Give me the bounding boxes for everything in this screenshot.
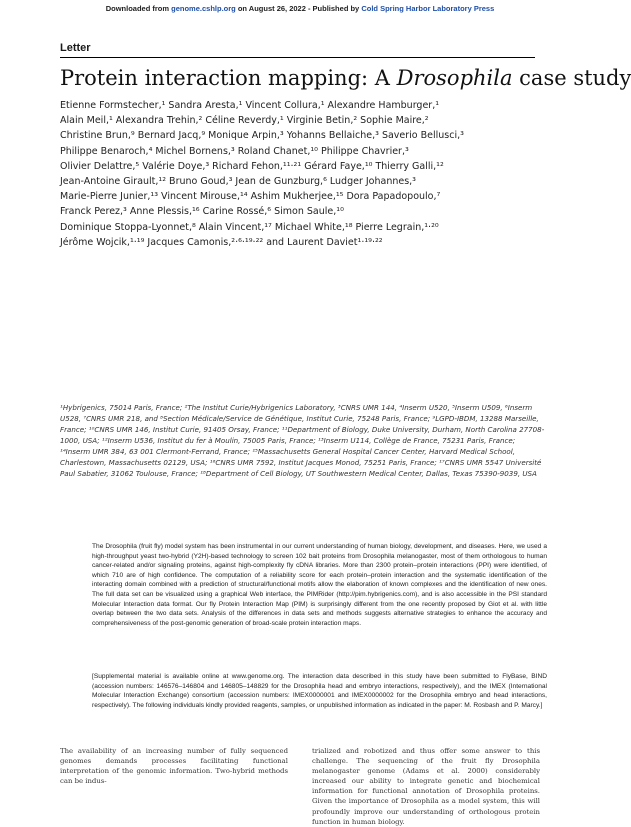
- abstract: The Drosophila (fruit fly) model system has been instrumental in our current understanding of human biology, development, and diseases. Here, we used a high-throughput yeast two-hybrid (Y2H)-based technology to screen 102 bait proteins from Drosophila melanogaster, most of them orthologous to human cancer-related and/or signaling proteins, against high-complexity fly cDNA libraries. More than 2300 protein–protein interactions (PPI) were identified, of which 710 are of high confidence. The computation of a reliability score for each protein–protein interaction and the systematic identification of the interacting domain combined with a prediction of structural/functional motifs allow the elaboration of known complexes and the identification of new ones. The full data set can be visualized using a graphical Web interface, the PIMRider (http://pim.hybrigenics.com), and is also accessible in the PSI standard Molecular Interaction data format. Our fly Protein Interaction Map (PIM) is surprisingly different from the one recently proposed by Giot et al. with little overlap between the two data sets. Analysis of the differences in data sets and methods suggests alternative strategies to enhance the accuracy and comprehensiveness of the post-genomic generation of broad-scale protein interaction maps.: [92, 543, 547, 627]
- banner-middle: on August 26, 2022 - Published by: [235, 4, 362, 13]
- section-rule: [60, 57, 535, 58]
- banner-publisher-link[interactable]: Cold Spring Harbor Laboratory Press: [361, 4, 495, 13]
- title-part2: case study: [512, 66, 631, 90]
- banner-prefix: Downloaded from: [105, 4, 172, 13]
- affiliations: ¹Hybrigenics, 75014 Paris, France; ²The Institut Curie/Hybrigenics Laboratory, ³CNRS UMR 144, ⁴Inserm U520, ⁵Inserm U509, ⁶Inserm U528, ⁷CNRS UMR 218, and ⁸Section Médicale/Service de Génétique, Institut Curie, 75248 Paris, France; ⁹LGPD-IBDM, 13288 Marseille, France; ¹⁰CNRS UMR 146, Institut Curie, 91405 Orsay, France; ¹¹Department of Biology, Duke University, Durham, North Carolina 27708-1000, USA; ¹²Inserm U536, Institut du fer à Moulin, 75005 Paris, France; ¹³Inserm U114, Collège de France, 75231 Paris, France; ¹⁴Inserm UMR 384, 63 001 Clermont-Ferrand, France; ¹⁵Massachusetts General Hospital Cancer Center, Harvard Medical School, Charlestown, Massachusetts 02129, USA; ¹⁶CNRS UMR 7592, Institut Jacques Monod, 75251 Paris, France; ¹⁷CNRS UMR 5547 Université Paul Sabatier, 31062 Toulouse, France; ¹⁸Department of Cell Biology, UT Southwestern Medical Center, Dallas, Texas 75390-9039, USA: [60, 403, 545, 478]
- title-italic: Drosophila: [396, 66, 513, 90]
- supplemental-note: [Supplemental material is available online at www.genome.org. The interaction data described in this study have been submitted to FlyBase, BIND (accession numbers: 146576–146804 and 146805–148829 for the Drosophila head and embryo interactions, respectively), and the IMEX (International Molecular Interaction Exchange) consortium (accession numbers: IMEX0000001 and IMEX0000002 for the Drosophila embryo and head interactions, respectively). The following individuals kindly provided reagents, samples, or unpublished information as indicated in the paper: M. Rosbash and P. Marcy.]: [92, 673, 547, 709]
- author-list: Etienne Formstecher,¹ Sandra Aresta,¹ Vincent Collura,¹ Alexandre Hamburger,¹ Alain Meil,¹ Alexandra Trehin,² Céline Reverdy,¹ Virginie Betin,² Sophie Maire,² Christine Brun,⁹ Bernard Jacq,⁹ Monique Arpin,³ Yohanns Bellaiche,³ Saverio Bellusci,³ Philippe Benaroch,⁴ Michel Bornens,³ Roland Chanet,¹⁰ Philippe Chavrier,³ Olivier Delattre,⁵ Valérie Doye,³ Richard Fehon,¹¹·²¹ Gérard Faye,¹⁰ Thierry Galli,¹² Jean-Antoine Girault,¹² Bruno Goud,³ Jean de Gunzburg,⁶ Ludger Johannes,³ Marie-Pierre Junier,¹³ Vincent Mirouse,¹⁴ Ashim Mukherjee,¹⁵ Dora Papadopoulo,⁷ Franck Perez,³ Anne Plessis,¹⁶ Carine Rossé,⁶ Simon Saule,¹⁰ Dominique Stoppa-Lyonnet,⁸ Alain Vincent,¹⁷ Michael White,¹⁸ Pierre Legrain,¹·²⁰ Jérôme Wojcik,¹·¹⁹ Jacques Camonis,²·⁶·¹⁹·²² and Laurent Daviet¹·¹⁹·²²: [60, 100, 464, 248]
- banner-site-link[interactable]: genome.cshlp.org: [171, 4, 236, 13]
- section-label: Letter: [60, 42, 91, 54]
- body-column-right: trialized and robotized and thus offer some answer to this challenge. The sequencing of the fruit fly Drosophila melanogaster genome (Adams et al. 2000) considerably increased our ability to integrate genetic and biochemical information for functional annotation of Drosophila proteins. Given the importance of Drosophila as a model system, this will profoundly improve our understanding of orthologous protein function in human biology.: [312, 747, 540, 826]
- body-column-left: The availability of an increasing number of fully sequenced genomes demands processes facilitating functional interpretation of the genomic information. Two-hybrid methods can be indus-: [60, 747, 288, 786]
- title-part1: Protein interaction mapping: A: [60, 66, 397, 90]
- paper-title: [60, 66, 631, 90]
- download-banner: [0, 4, 600, 13]
